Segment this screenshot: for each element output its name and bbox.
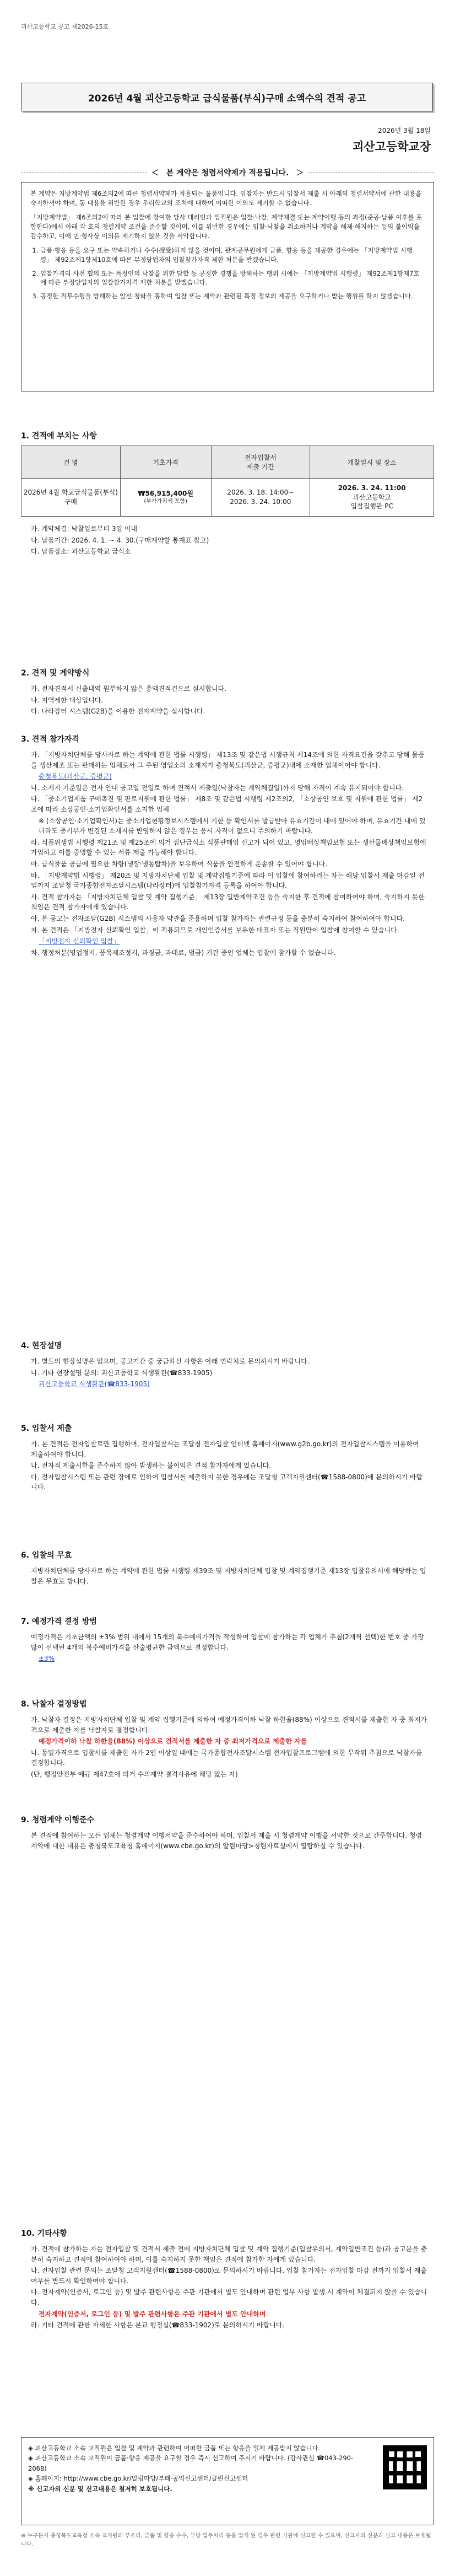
section-5-lines [31,1439,427,1494]
line: ※ 신고자의 신분 및 신고내용은 철저히 보호됩니다. [28,2484,172,2493]
line: 가. 전자견적서 신출내역 원부하지 않은 총액견적건으로 실시합니다. [31,685,227,693]
open-time: 2026. 3. 24. 11:00 [338,484,406,492]
section-3-title: 3. 견적 참가자격 [21,735,79,744]
line: 나. 동일가격으로 입찰서를 제출한 자가 2인 이상일 때에는 국가종합전자조달시스템 전자입찰프로그램에 의한 무작위 추첨으로 낙찰자를 결정합니다. [31,1748,422,1767]
section-6-lines [31,1566,427,1587]
pledge-intro: 본 계약은 지방계약법 제6조의2에 따른 청렴서약제가 적용되는 물품입니다. 입찰자는 반드시 입찰서 제출 시 아래의 청렴서약서에 관한 내용을 숙지하셔야 하며, 동 내용을 위반한 경우 우리학교의 조치에 대하여 어떠한 이의도 제기할 수 없습니다. [30,190,421,207]
cell-name: 2026년 4월 학교급식물품(부식) 구매 [21,479,121,517]
line: 나. 전자입찰 관련 문의는 조달청 고객지원센터(☎1588-0800)로 문의하시기 바랍니다. 입찰 참가자는 전자입찰 마감 전까지 입찰서 제출 여부를 반드시 확인하여야 합니다. [31,2267,427,2285]
section-4-title: 4. 현장설명 [21,1341,62,1350]
section-3-lines [31,750,427,959]
price-value: ₩56,915,400원 [138,489,193,497]
pledge-quote: 「지방계약법」 제6조의2에 따라 본 입찰에 참여한 당사 대리인과 임직원은 입찰·낙찰, 계약체결 또는 계약이행 등의 과정(준공·납품 이후를 포함한다)에서 아래 각 호의 청렴계약 조건을 준수할 것이며, 이를 위반한 경우에는 입찰·낙찰을 취소하거나 계약을 해제·해지하는 등의 불이익을 감수하고, 이에 민·형사상 이의를 제기하지 않을 것을 서약합니다. [30,213,422,240]
line: 다. 전자입찰시스템 또는 관련 장애로 인하여 입찰서를 제출하지 못한 경우에는 조달청 고객지원센터(☎1588-0800)에 문의하시기 바랍니다. [31,1473,423,1491]
col-header: 개찰일시 및 장소 [310,446,434,479]
highlight-region: 전자계약(인증서, 로그인 등) 및 발주 관련사항은 주관 기관에서 별도 안내하며 [39,2310,266,2318]
section-2-lines [31,684,427,718]
price-note: (부가가치세 포함) [144,498,187,505]
highlight-region: 충청북도(괴산군, 증평군) [39,772,112,781]
highlight-region: 「지방전자 신뢰확인 입찰」 [39,937,120,946]
line: 마. 급식물품 공급에 필요한 차량(냉장·냉동탑차)을 보유하여 식품을 안전하게 운송할 수 있어야 합니다. [31,860,328,868]
section-6-title: 6. 입찰의 무효 [21,1551,72,1560]
line: 차. 행정처분(영업정지, 품목제조정지, 과징금, 과태료, 벌금) 기간 중인 업체는 입찰에 참가할 수 없습니다. [31,948,336,957]
spec-table-wrap [21,446,434,517]
section-7-title: 7. 예정가격 결정 방법 [21,1617,97,1626]
line: 지방자치단체를 당사자로 하는 계약에 관한 법률 시행령 제39조 및 지방자치단체 입찰 및 계약집행기준 제13장 입찰유의서에 해당하는 입찰은 무효로 합니다. [31,1567,426,1585]
table-row [21,479,434,517]
line: 다. 전자계약(인증서, 로그인 등) 및 발주 관련사항은 주관 기관에서 별도 안내하며 관련 업무 사항 발생 시 계약이 체결되지 않을 수 있습니다. [31,2288,427,2306]
cell-price [120,479,211,517]
highlight-region: 예정가격이하 낙찰 하한율(88%) 이상으로 견적서를 제출한 자 중 최저가격으로 제출한 자를 [39,1737,307,1746]
highlight-region: 괴산고등학교 식생활관(☎833-1905) [39,1380,150,1388]
notice-date: 2026년 3월 18일 [378,127,431,135]
line: 바. 「지방계약법 시행령」 제20조 및 지방자치단체 입찰 및 계약집행기준에 따라 이 입찰에 참여하려는 자는 해당 입찰서 제출 마감일 전일까지 조달청 국가종합전자조달시스템(나라장터)에 입찰참가자격 등록을 하여야 합니다. [31,871,425,890]
section-4-lines [31,1356,427,1391]
cell-period [211,479,310,517]
integrity-lines [28,2443,370,2494]
period-end: 2026. 3. 24. 10:00 [230,498,291,506]
notice-number: 괴산고등학교 공고 제2026-15호 [21,23,109,30]
line: 본 견적에 참여하는 모든 업체는 청렴계약 이행서약을 준수하여야 하며, 입찰서 제출 시 청렴계약 이행을 서약한 것으로 간주합니다. 청렴계약에 대한 내용은 충청북도교육청 홈페이지(www.cbe.go.kr)의 알림마당>청렴자료실에서 열람하실 수 있습니다. [31,1832,422,1850]
line: 가. 별도의 현장설명은 없으며, 공고기간 중 궁금하신 사항은 아래 연락처로 문의하시기 바랍니다. [31,1357,310,1365]
line: 다. 「중소기업제품 구매촉진 및 판로지원에 관한 법률」 제8조 및 같은법 시행령 제2조의2, 「소상공인 보호 및 지원에 관한 법률」 제2조에 따라 소상공인·소기업확인서를 소지한 업체 [31,795,423,813]
section-7-lines [31,1632,427,1665]
line: 가. 계약체결: 낙찰일로부터 3일 이내 [31,525,138,533]
section-9-lines [31,1831,427,1852]
line: 라. 기타 견적에 관한 자세한 사항은 본교 행정실(☎833-1902)로 문의하시기 바랍니다. [31,2321,285,2330]
line: 나. 소재지 기준일은 전자 안내 공고일 전일로 하며 견적서 제출일(낙찰자는 계약체결일)까지 당해 자격이 계속 유지되어야 합니다. [31,783,404,792]
section-1-title: 1. 견적에 부치는 사항 [21,432,97,441]
footnote: ※ 누구든지 충청북도교육청 소속 교직원의 부조리, 금품 및 향응 수수, 부당 업무처리 등을 알게 된 경우 관련 기관에 신고할 수 있으며, 신고자의 신분과 신고 내용은 보호됩니다. [21,2533,431,2547]
line: 예정가격은 기초금액의 ±3% 범위 내에서 15개의 복수예비가격을 작성하여 입찰에 참가하는 각 업체가 추첨(2개씩 선택)한 번호 중 가장 많이 선택된 4개의 복수예비가격을 산술평균한 금액으로 결정합니다. [31,1633,424,1651]
pledge-item: 1. 금품·향응 등을 요구 또는 약속하거나 수수(授受)하지 않을 것이며, 관계공무원에게 금품, 향응 등을 제공한 경우에는 「지방계약법 시행령」 제92조제1항제10호에 따른 부정당업자의 입찰참가자격 제한 처분을 받겠습니다. [40,246,425,264]
highlight-region: ±3% [39,1655,55,1663]
line: 사. 견적 참가자는 「지방자치단체 입찰 및 계약 집행기준」 제13장 일반계약조건 등을 숙지한 후 견적에 참여하여야 하며, 숙지하지 못한 책임은 견적 참가자에게 있습니다. [31,893,425,911]
spec-table [21,446,434,517]
line: 자. 본 견적은 「지방전자 신뢰확인 입찰」이 적용되므로 개인인증서를 보유한 대표자 또는 직원만이 입찰에 참여할 수 있습니다. [31,926,399,934]
integrity-notice-box [21,2437,434,2525]
pledge-box [21,182,434,391]
pledge-items [30,246,425,300]
pledge-item: 2. 입찰가격의 사전 협의 또는 특정인의 낙찰을 위한 담합 등 공정한 경쟁을 방해하는 행위 시에는 「지방계약법 시행령」 제92조제1항제7호에 따른 부정당업자의 입찰참가자격 제한 처분을 받겠습니다. [40,269,425,287]
line: ◈ 괴산고등학교 소속 교직원은 입찰 및 계약과 관련하여 어떠한 금품 또는 향응을 일체 제공받지 않습니다. [28,2444,321,2452]
col-header: 건 명 [21,446,121,479]
line: ※ (소상공인·소기업확인서)는 중소기업현황정보시스템에서 기한 등 확인서를 발급받아 유효기간이 내에 있어야 하며, 유효기간 내에 있더라도 중기부가 변경된 소재지를 반영하지 않은 경우는 응시 자격이 없으니 주의하기 바랍니다. [39,817,426,835]
notice-title: 2026년 4월 괴산고등학교 급식물품(부식)구매 소액수의 견적 공고 [88,93,366,104]
pledge-heading: ＜ 본 계약은 청렴서약제가 적용됩니다. ＞ [151,169,304,178]
line: 다. 나라장터 시스템(G2B)을 이용한 전자계약을 실시합니다. [31,707,205,716]
line: 가. 낙찰자 결정은 지방자치단체 입찰 및 계약 집행기준에 의하여 예정가격이하 낙찰 하한율(88%) 이상으로 견적서를 제출한 자 중 최저가격으로 제출한 자를 낙찰자로 결정합니다. [31,1716,427,1734]
period-start: 2026. 3. 18. 14:00~ [227,489,294,497]
line: 라. 식품위생법 시행령 제21조 및 제25조에 의거 집단급식소 식품판매업 신고가 되어 있고, 영업배상책임보험 또는 생산물배상책임보험에 가입하고 이를 증명할 수 있는 서류 제출 가능해야 합니다. [31,838,426,857]
section-10-title: 10. 기타사항 [21,2229,67,2238]
line: 나. 지역제한 대상입니다. [31,696,104,704]
cell-open [310,479,434,517]
line: 나. 납품기간: 2026. 4. 1. ~ 4. 30.(구매계약할 통계표 참고) [31,536,209,544]
line: 나. 전자적 제출시한을 준수하지 않아 발생하는 불이익은 견적 참가자에게 있습니다. [31,1462,272,1470]
line: ◈ 괴산고등학교 소속 교직원이 금품·향응 제공을 요구할 경우 즉시 신고하여 주시기 바랍니다. (감사관실 ☎043-290-2068) [28,2454,354,2472]
line: 아. 본 공고는 전자조달(G2B) 시스템의 사용자 약관을 준용하며 입찰 참가자는 관련규정 등을 충분히 숙지하여 참여하여야 합니다. [31,914,405,922]
col-header: 전자입찰서 제출 기간 [211,446,310,479]
line: 가. 본 견적은 전자입찰로만 집행하며, 전자입찰서는 조달청 전자입찰 인터넷 홈페이지(www.g2b.go.kr)의 전자입찰시스템을 이용하여 제출하여야 합니다. [31,1440,419,1458]
line: ◈ 홈페이지: http://www.cbe.go.kr/알림마당/부패·공익신고센터/클린신고센터 [28,2475,248,2483]
section-2-title: 2. 견적 및 계약방식 [21,669,90,678]
section-1-lines [31,524,427,558]
pledge-item: 3. 공정한 직무수행을 방해하는 알선·청탁을 통하여 입찰 또는 계약과 관련된 특정 정보의 제공을 요구하거나 받는 행위를 하지 않겠습니다. [40,292,425,301]
line: 가. 견적에 참가하는 자는 전자입찰 및 견적서 제출 전에 지방자치단체 입찰 및 계약 집행기준(입찰유의서, 계약일반조건 등)과 공고문을 충분히 숙지하고 견적에 참여하여야 하며, 이를 숙지하지 못한 책임은 견적에 참가한 자에게 있습니다. [31,2245,427,2263]
open-place: 괴산고등학교 [353,493,391,501]
section-8-lines [31,1715,427,1781]
section-9-title: 9. 청렴계약 이행준수 [21,1816,94,1824]
line: 가. 「지방자치단체를 당사자로 하는 계약에 관한 법률 시행령」 제13조 및 같은법 시행규칙 제14조에 의한 자격요건을 갖추고 당해 물품을 생산제조 또는 판매하는 업체로서 그 주된 영업소의 소재지가 충청북도(괴산군, 증평군)내에 소재한 업체이어야 합니다. [31,751,425,769]
col-header: 기초가격 [120,446,211,479]
open-pc: 입찰집행관 PC [350,502,393,511]
agency-name: 괴산고등학교장 [352,140,431,153]
title-box [21,83,433,111]
line: 다. 납품장소: 괴산고등학교 급식소 [31,548,131,556]
pledge-heading-row [21,165,434,180]
line: 나. 기타 현장설명 문의: 괴산고등학교 식생활관(☎833-1905) [31,1368,213,1377]
line: (단, 행정안전부 예규 제47호에 의거 수의계약 결격사유에 해당 없는 자) [31,1770,238,1778]
qr-code-icon [383,2445,427,2489]
section-8-title: 8. 낙찰자 결정방법 [21,1700,87,1709]
section-5-title: 5. 입찰서 제출 [21,1424,72,1433]
section-10-lines [31,2244,427,2332]
